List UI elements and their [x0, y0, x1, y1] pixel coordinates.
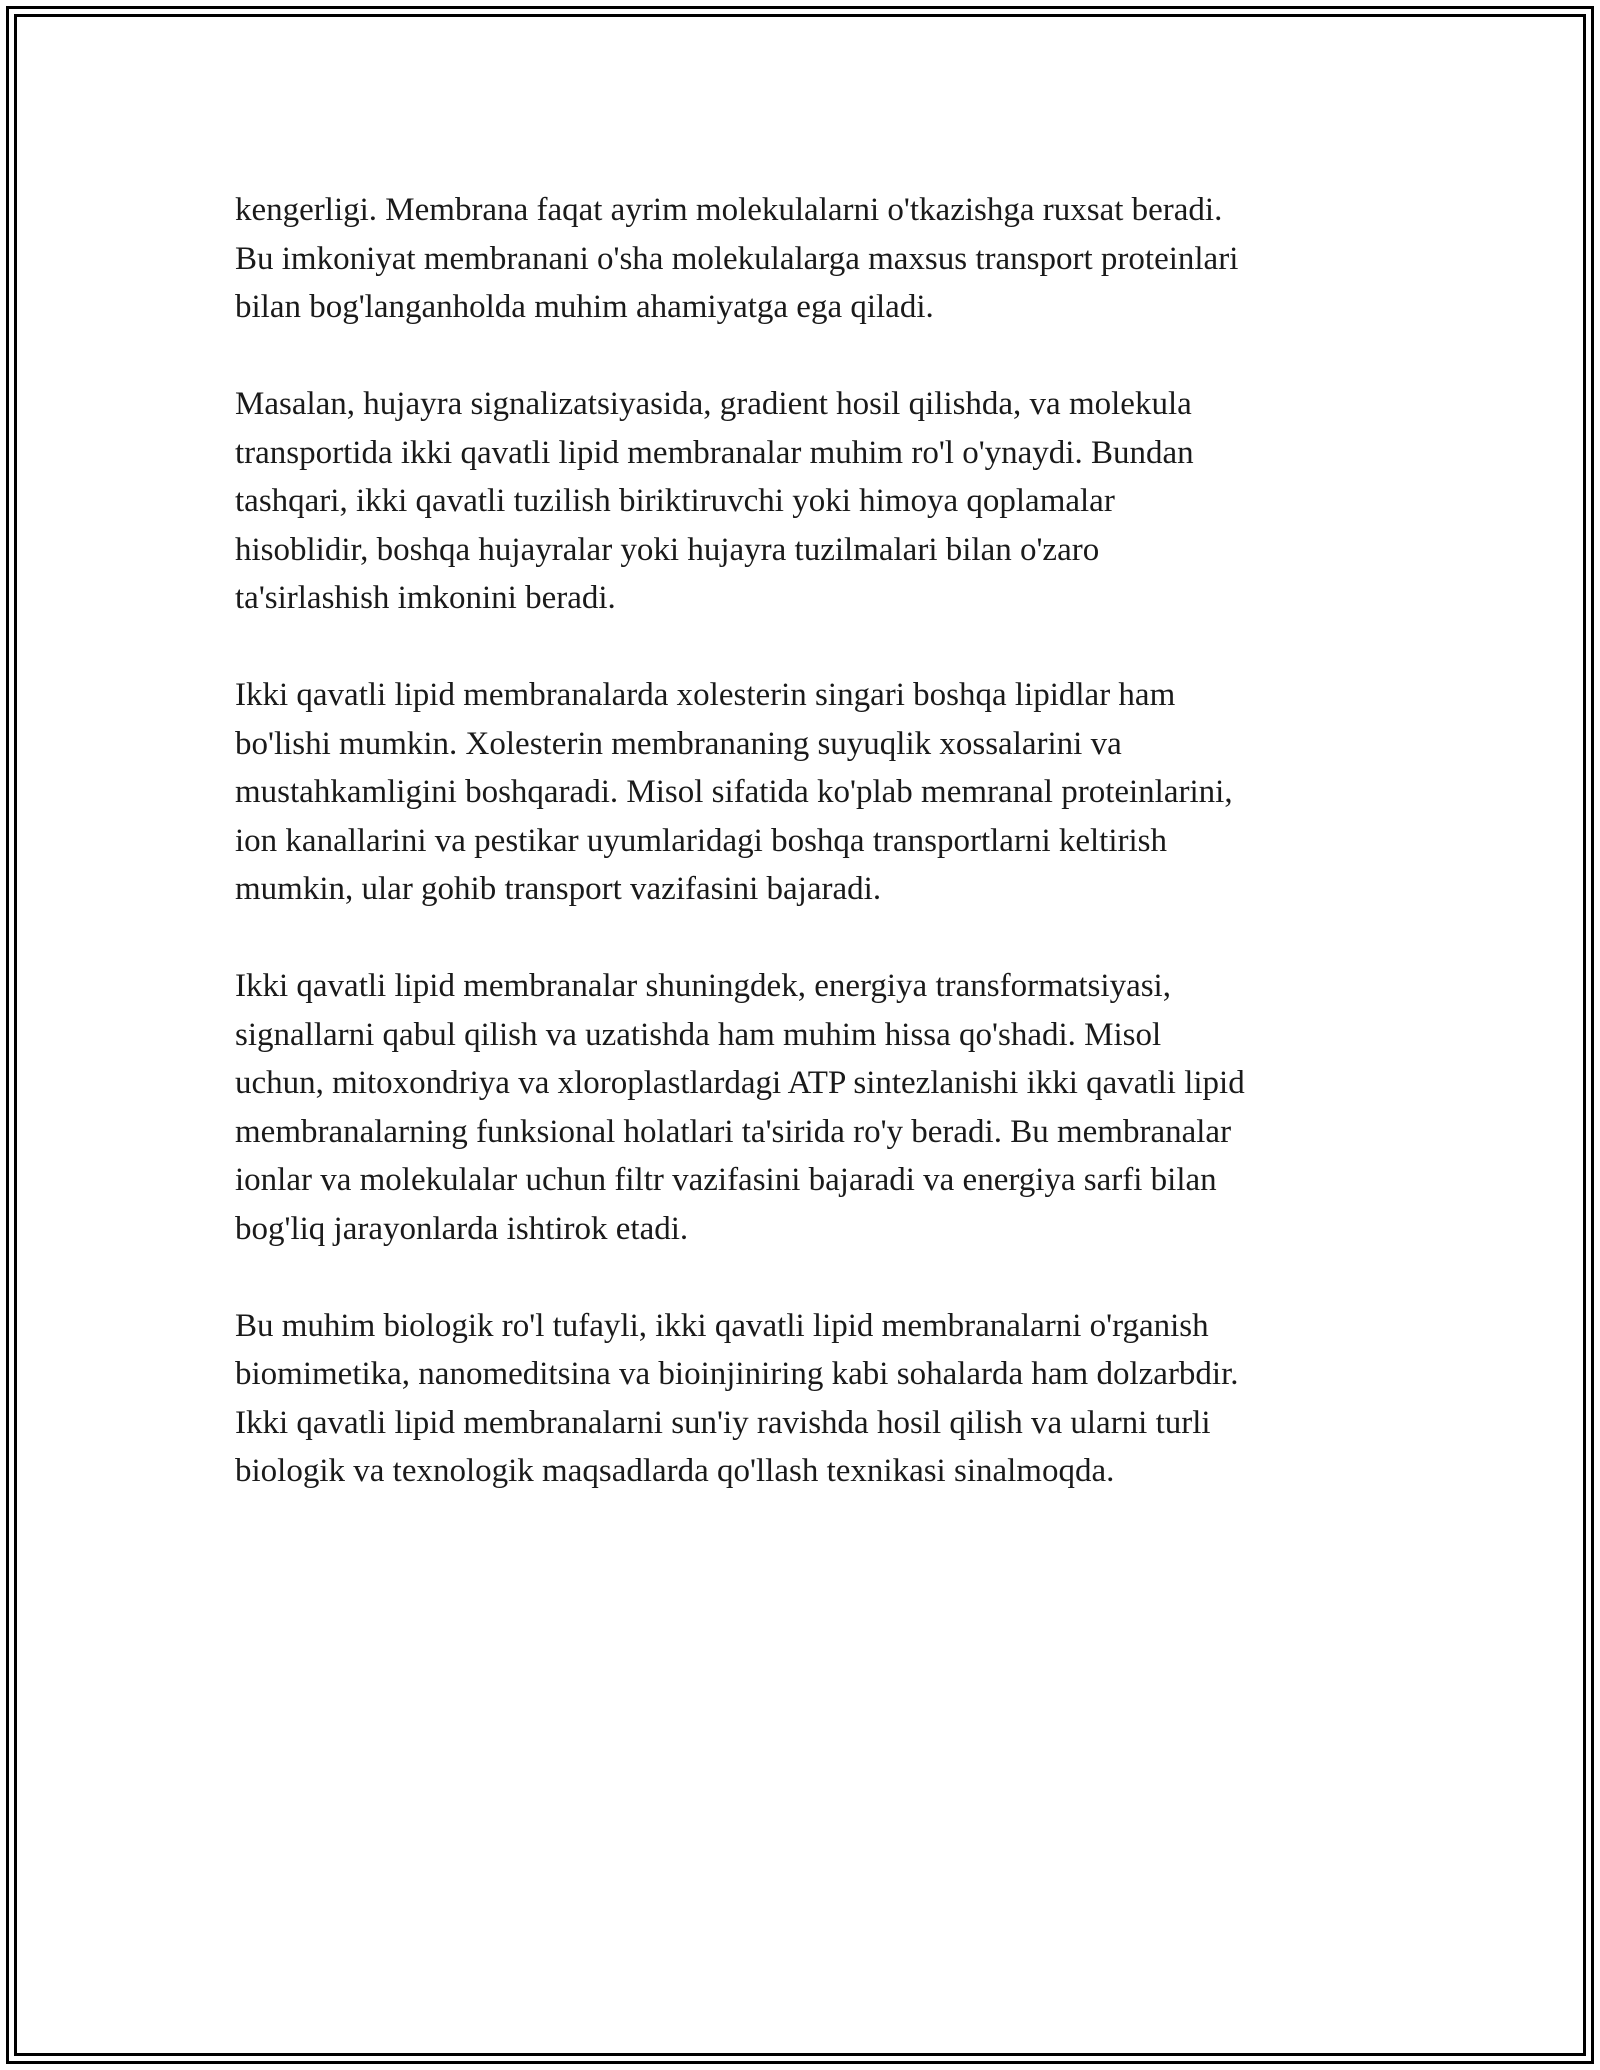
paragraph-4: Ikki qavatli lipid membranalar shuningdek, energiya transformatsiyasi, signallarni qabul qilish va uzatishda ham muhim hissa qo'shadi. Misol uchun, mitoxondriya va xloroplastlardagi ATP sintezlanishi ikki qavatli lipid membranalarning funksional holatlari ta'sirida ro'y beradi. Bu membranalar ionlar va molekulalar uchun filtr vazifasini bajaradi va energiya sarfi bilan bog'liq jarayonlarda ishtirok etadi.	[235, 968, 1245, 1247]
paragraph-1: kengerligi. Membrana faqat ayrim molekulalarni o'tkazishga ruxsat beradi. Bu imkoniyat membranani o'sha molekulalarga maxsus transport proteinlari bilan bog'langanholda muhim ahamiyatga ega qiladi.	[235, 192, 1239, 325]
document-body	[235, 186, 1375, 1544]
paragraph-5: Bu muhim biologik ro'l tufayli, ikki qavatli lipid membranalarni o'rganish biomimetika, nanomeditsina va bioinjiniring kabi sohalarda ham dolzarbdir. Ikki qavatli lipid membranalarni sun'iy ravishda hosil qilish va ularni turli biologik va texnologik maqsadlarda qo'llash texnikasi sinalmoqda.	[235, 1307, 1239, 1489]
paragraph-2: Masalan, hujayra signalizatsiyasida, gradient hosil qilishda, va molekula transportida ikki qavatli lipid membranalar muhim ro'l o'ynaydi. Bundan tashqari, ikki qavatli tuzilish biriktiruvchi yoki himoya qoplamalar hisoblidir, boshqa hujayralar yoki hujayra tuzilmalari bilan o'zaro ta'sirlashish imkonini beradi.	[235, 386, 1194, 616]
paragraph-3: Ikki qavatli lipid membranalarda xolesterin singari boshqa lipidlar ham bo'lishi mumkin. Xolesterin membrananing suyuqlik xossalarini va mustahkamligini boshqaradi. Misol sifatida ko'plab memranal proteinlarini, ion kanallarini va pestikar uyumlaridagi boshqa transportlarni keltirish mumkin, ular gohib transport vazifasini bajaradi.	[235, 677, 1233, 907]
